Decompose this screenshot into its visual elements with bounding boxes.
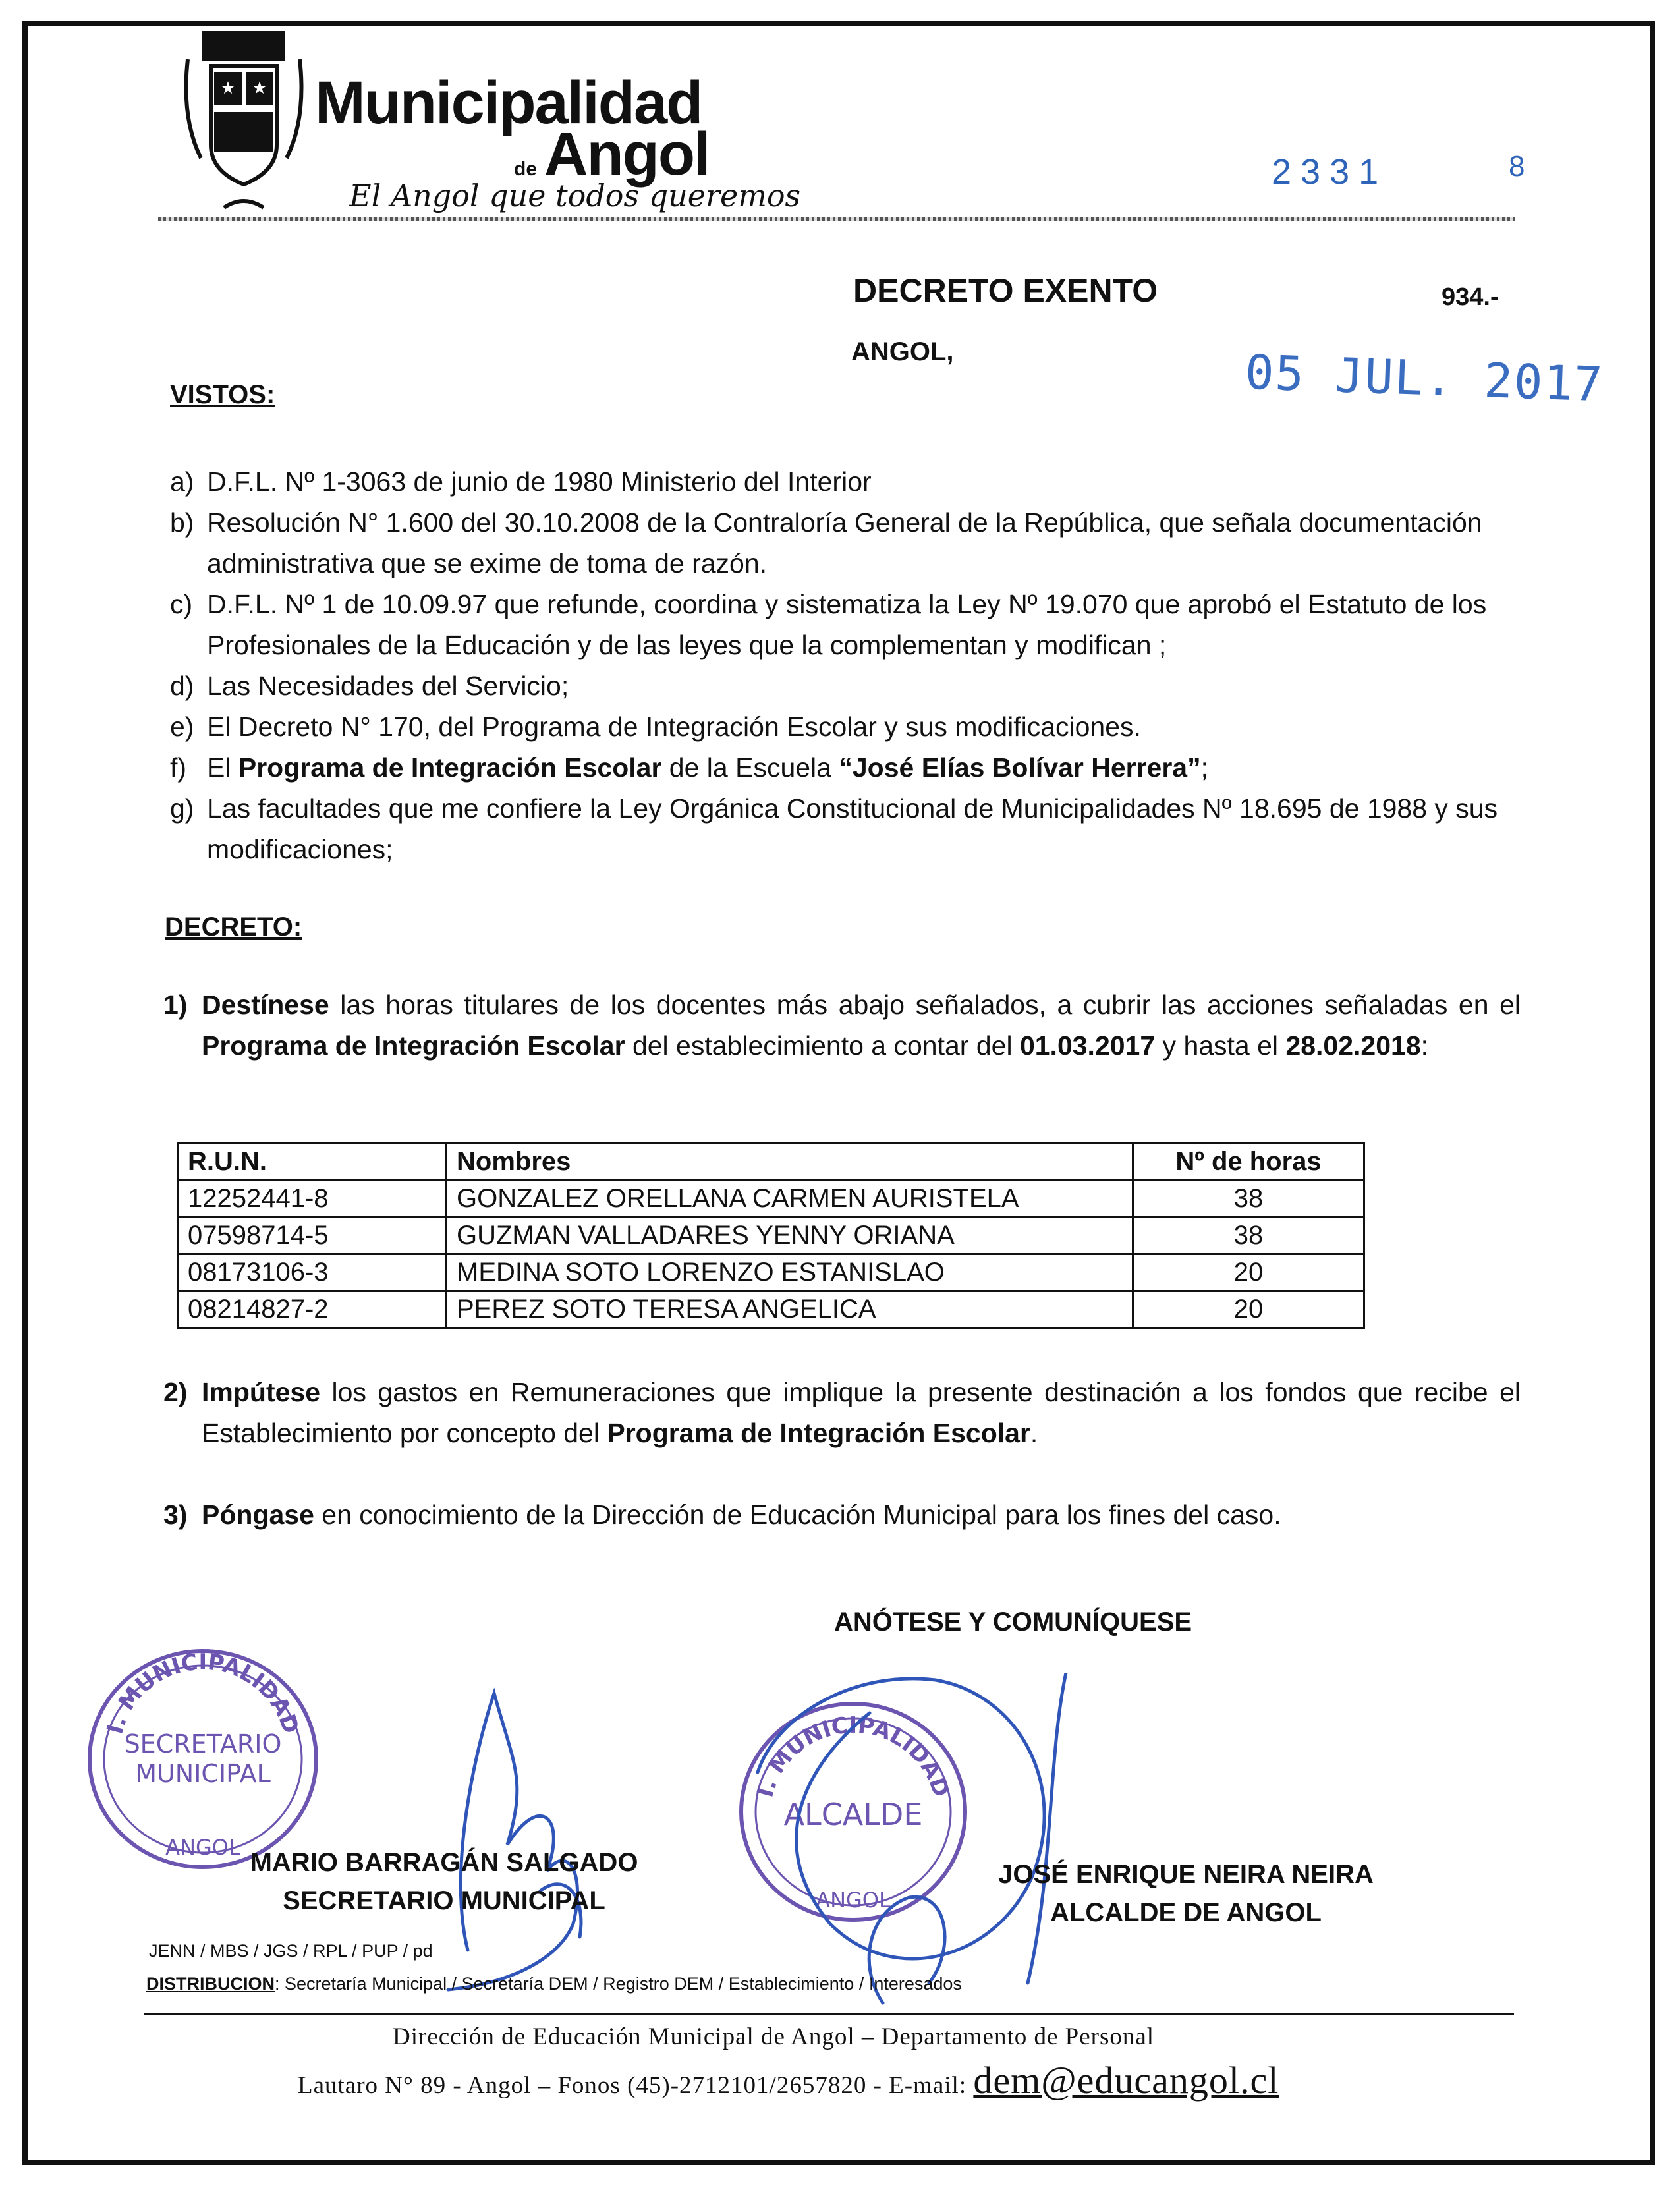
header-divider: [158, 217, 1515, 221]
program-name: Programa de Integración Escolar: [238, 752, 662, 783]
date-stamp: 05 JUL. 2017: [1244, 344, 1605, 412]
brand-name: Municipalidad: [315, 69, 702, 136]
vistos-item: [170, 461, 1527, 502]
article-body: [163, 984, 1521, 1066]
seal-top-text: I. MUNICIPALIDAD: [752, 1712, 955, 1801]
article-2: [163, 1372, 1521, 1453]
cell-name: GONZALEZ ORELLANA CARMEN AURISTELA: [447, 1181, 1133, 1218]
end-date: 28.02.2018: [1285, 1030, 1421, 1061]
footer-address: Lautaro N° 89 - Angol – Fonos (45)-2712101/2657820 - E-mail:: [298, 2072, 974, 2099]
start-date: 01.03.2017: [1019, 1030, 1156, 1061]
item-text: de la Escuela: [661, 752, 839, 783]
decreto-heading: DECRETO:: [165, 912, 302, 941]
cell-name: PEREZ SOTO TERESA ANGELICA: [447, 1291, 1133, 1328]
item-marker: a): [170, 466, 194, 497]
item-marker: e): [170, 712, 194, 742]
seal-middle-text: ALCALDE: [783, 1797, 923, 1832]
article-1: [163, 984, 1521, 1066]
cell-name: GUZMAN VALLADARES YENNY ORIANA: [447, 1218, 1133, 1254]
registry-stamp-number: 2331: [1272, 152, 1388, 192]
column-header-hours: Nº de horas: [1133, 1144, 1364, 1181]
distribution-list: [146, 1974, 962, 1994]
column-header-run: R.U.N.: [178, 1144, 447, 1181]
vistos-item: [170, 502, 1527, 584]
signer-role: ALCALDE DE ANGOL: [1050, 1898, 1322, 1927]
article-text: las horas titulares de los docentes más abajo señalados, a cubrir las acciones señaladas en el: [329, 990, 1521, 1020]
article-number: 1): [163, 990, 188, 1020]
program-name: Programa de Integración Escolar: [607, 1418, 1030, 1448]
vistos-item: [170, 584, 1527, 665]
item-marker: g): [170, 793, 194, 824]
item-text: El Decreto N° 170, del Programa de Integración Escolar y sus modificaciones.: [207, 712, 1141, 742]
article-text: :: [1420, 1030, 1429, 1061]
article-verb: Póngase: [202, 1500, 314, 1530]
school-name: “José Elías Bolívar Herrera”: [839, 752, 1201, 783]
distribution-label: DISTRIBUCION: [146, 1974, 275, 1994]
table-row: [178, 1254, 1364, 1291]
vistos-heading: VISTOS:: [170, 380, 275, 409]
cell-run: 08214827-2: [178, 1291, 447, 1328]
article-number: 2): [163, 1377, 188, 1407]
decree-number: 934.-: [1442, 283, 1499, 311]
item-marker: b): [170, 507, 194, 538]
cell-hours: 38: [1133, 1218, 1364, 1254]
footer-contact: [298, 2058, 1279, 2102]
registry-stamp-extra: 8: [1509, 150, 1525, 182]
closing-formula: ANÓTESE Y COMUNÍQUESE: [834, 1608, 1192, 1637]
item-marker: c): [170, 589, 193, 619]
table-header-row: [178, 1144, 1364, 1181]
item-marker: d): [170, 671, 194, 701]
signer-name: JOSÉ ENRIQUE NEIRA NEIRA: [998, 1860, 1374, 1889]
article-body: [163, 1494, 1521, 1535]
vistos-item: [170, 706, 1527, 747]
item-marker: f): [170, 752, 187, 783]
item-text: El: [207, 752, 238, 783]
article-text: .: [1030, 1418, 1038, 1448]
item-text: ;: [1200, 752, 1209, 783]
seal-bottom-text: ANGOL: [816, 1888, 891, 1913]
cell-run: 08173106-3: [178, 1254, 447, 1291]
article-text: en conocimiento de la Dirección de Educación Municipal para los fines del caso.: [314, 1500, 1281, 1530]
mayor-signer: [988, 1855, 1384, 1932]
item-text: Las Necesidades del Servicio;: [207, 671, 569, 701]
drafter-initials: JENN / MBS / JGS / RPL / PUP / pd: [149, 1941, 433, 1961]
cell-run: 07598714-5: [178, 1218, 447, 1254]
svg-text:I. MUNICIPALIDAD: [102, 1649, 304, 1737]
item-text: Resolución N° 1.600 del 30.10.2008 de la Contraloría General de la República, que señala documentación administrativa que se exime de toma de razón.: [207, 507, 1482, 578]
decree-place: ANGOL,: [851, 337, 954, 366]
item-text: Las facultades que me confiere la Ley Orgánica Constitucional de Municipalidades Nº 18.695 de 1988 y sus modificaciones;: [207, 793, 1498, 864]
vistos-item: [170, 665, 1527, 706]
article-verb: Destínese: [202, 990, 329, 1020]
brand-connector: de: [514, 158, 538, 180]
article-number: 3): [163, 1500, 188, 1530]
program-name: Programa de Integración Escolar: [202, 1030, 625, 1061]
table-row: [178, 1218, 1364, 1254]
article-verb: Impútese: [202, 1377, 320, 1407]
vistos-item: [170, 788, 1527, 870]
secretary-seal-stamp: [80, 1641, 325, 1878]
footer-department: Dirección de Educación Municipal de Angol – Departamento de Personal: [393, 2023, 1155, 2050]
brand-city: Angol: [544, 121, 710, 188]
article-3: [163, 1494, 1521, 1535]
vistos-list: [170, 461, 1527, 870]
cell-hours: 38: [1133, 1181, 1364, 1218]
table-row: [178, 1181, 1364, 1218]
decree-title: DECRETO EXENTO: [853, 272, 1158, 309]
item-text: D.F.L. Nº 1 de 10.09.97 que refunde, coordina y sistematiza la Ley Nº 19.070 que aprobó el Estatuto de los Profesionales de la Educación y de las leyes que la complementan y modifican ;: [207, 589, 1487, 660]
svg-text:★: ★: [220, 78, 236, 98]
svg-text:★: ★: [252, 78, 267, 98]
article-text: del establecimiento a contar del: [625, 1030, 1020, 1061]
seal-top-text: I. MUNICIPALIDAD: [101, 1648, 304, 1737]
article-text: los gastos en Remuneraciones que implique la presente destinación a los fondos que recibe el Establecimiento por concepto del: [202, 1377, 1521, 1448]
cell-run: 12252441-8: [178, 1181, 447, 1218]
item-text: D.F.L. Nº 1-3063 de junio de 1980 Ministerio del Interior: [207, 466, 872, 497]
seal-bottom-text: ANGOL: [165, 1835, 240, 1860]
cell-hours: 20: [1133, 1291, 1364, 1328]
municipal-crest-logo: [178, 20, 310, 217]
column-header-names: Nombres: [447, 1144, 1133, 1181]
seal-middle-text: MUNICIPAL: [135, 1759, 271, 1788]
seal-middle-text: SECRETARIO: [124, 1729, 282, 1758]
cell-hours: 20: [1133, 1254, 1364, 1291]
cell-name: MEDINA SOTO LORENZO ESTANISLAO: [447, 1254, 1133, 1291]
secretary-signer: [246, 1843, 642, 1920]
distribution-text: : Secretaría Municipal / Secretaría DEM / Registro DEM / Establecimiento / Interesados: [275, 1974, 962, 1994]
vistos-item: [170, 747, 1527, 788]
teacher-hours-table: [177, 1142, 1365, 1329]
signer-name: MARIO BARRAGÁN SALGADO: [250, 1848, 638, 1877]
brand-slogan: El Angol que todos queremos: [349, 178, 801, 213]
footer-email-link[interactable]: dem@educangol.cl: [973, 2059, 1279, 2102]
signer-role: SECRETARIO MUNICIPAL: [283, 1886, 605, 1915]
article-text: y hasta el: [1155, 1030, 1286, 1061]
article-body: [163, 1372, 1521, 1453]
footer-divider: [144, 2013, 1514, 2015]
table-row: [178, 1291, 1364, 1328]
